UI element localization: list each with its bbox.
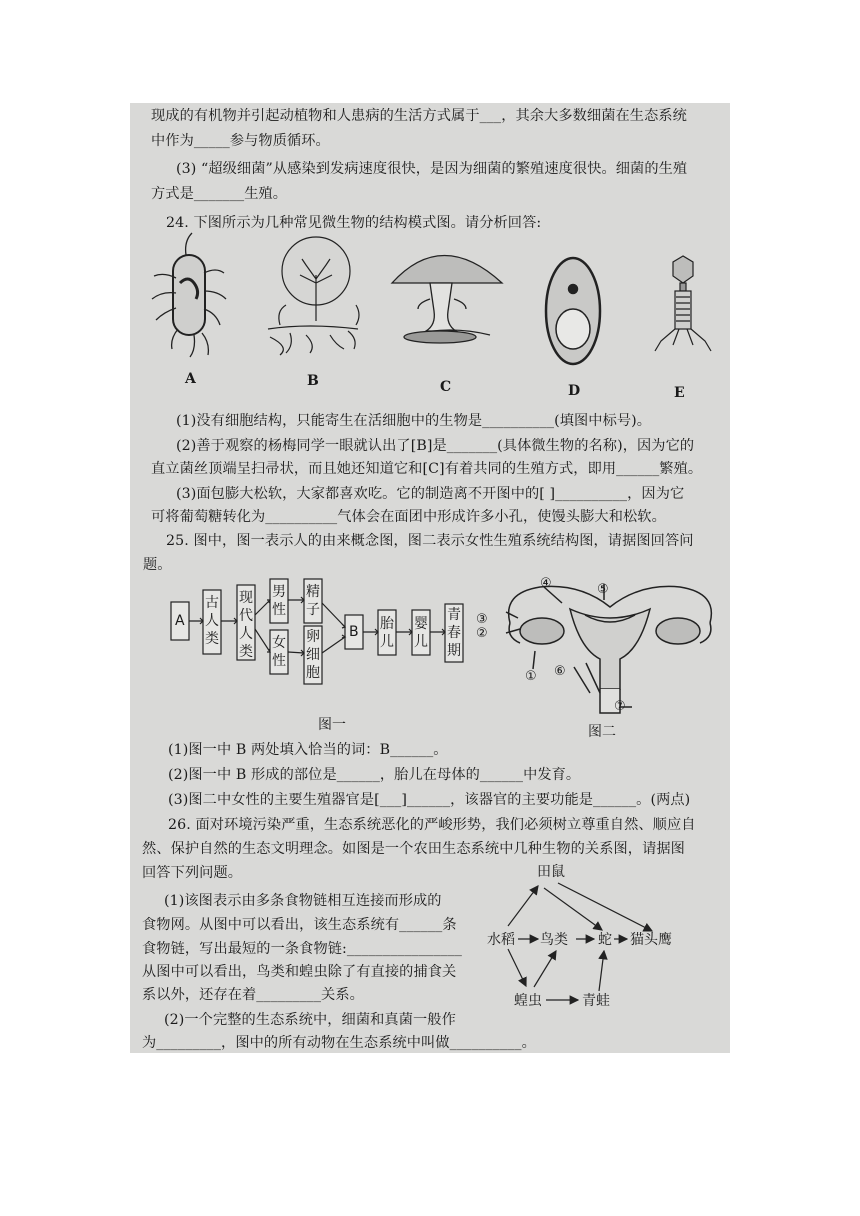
text-line: 回答下列问题。: [142, 865, 243, 881]
concept-node-infant: 婴儿: [414, 616, 428, 650]
text-line: 食物链，写出最短的一条食物链:________________: [142, 941, 463, 957]
microbe-label-d: D: [568, 383, 581, 399]
food-web-owl: 猫头鹰: [630, 932, 672, 948]
food-web-snake: 蛇: [598, 932, 612, 948]
text-line: 现成的有机物并引起动植物和人患病的生活方式属于___，其余大多数细菌在生态系统: [151, 108, 687, 124]
text-line: 从图中可以看出，鸟类和蝗虫除了有直接的捕食关: [142, 964, 457, 980]
microbe-label-b: B: [307, 373, 319, 389]
question-26-title: 26. 面对环境污染严重，生态系统恶化的严峻形势，我们必须树立尊重自然、顺应自: [168, 817, 696, 833]
text-line: 方式是_______生殖。: [151, 186, 288, 202]
food-web-birds: 鸟类: [540, 932, 568, 948]
scanned-exam-page: [130, 103, 730, 1053]
marker-6: ⑥: [554, 664, 566, 679]
microbe-label-e: E: [674, 385, 685, 401]
microbe-label-c: C: [440, 379, 452, 395]
text-line: (2)一个完整的生态系统中，细菌和真菌一般作: [164, 1012, 456, 1028]
food-web-arrows: [130, 103, 730, 1053]
marker-4: ④: [540, 576, 552, 591]
concept-node-male: 男性: [272, 584, 286, 618]
marker-2: ②: [476, 626, 488, 641]
text-line: 题。: [143, 557, 172, 573]
question-25-title: 25. 图中，图一表示人的由来概念图，图二表示女性生殖系统结构图，请据图回答问: [166, 533, 694, 549]
concept-node-ancient-humans: 古人类: [205, 595, 219, 647]
concept-node-b: B: [349, 624, 359, 640]
text-line: (2)善于观察的杨梅同学一眼就认出了[B]是_______(具体微生物的名称)，因为它的: [176, 438, 695, 454]
marker-3: ③: [476, 612, 488, 627]
concept-node-female: 女性: [272, 635, 286, 669]
concept-node-sperm: 精子: [306, 584, 320, 618]
text-line: 然、保护自然的生态文明理念。如图是一个农田生态系统中几种生物的关系图，请据图: [142, 841, 685, 857]
microbe-label-a: A: [185, 371, 196, 387]
food-web-frog: 青蛙: [582, 993, 610, 1009]
text-line: (3)图二中女性的主要生殖器官是[___]______，该器官的主要功能是______。(两点): [168, 792, 691, 808]
text-line: 为_________，图中的所有动物在生态系统中叫做__________。: [142, 1035, 536, 1051]
text-line: (1)该图表示由多条食物链相互连接而形成的: [164, 893, 442, 909]
text-line: (1)没有细胞结构，只能寄生在活细胞中的生物是__________(填图中标号)。: [176, 413, 652, 429]
concept-node-egg: 卵细胞: [306, 629, 320, 681]
fig2-caption: 图二: [588, 724, 616, 740]
text-line: (3)面包膨大松软，大家都喜欢吃。它的制造离不开图中的[ ]__________，因为它: [176, 486, 685, 502]
concept-node-fetus: 胎儿: [380, 616, 394, 650]
concept-node-adolescence: 青春期: [447, 607, 461, 659]
text-line: 中作为_____参与物质循环。: [151, 133, 330, 149]
food-web-locust: 蝗虫: [514, 993, 542, 1009]
text-line: 可将葡萄糖转化为__________气体会在面团中形成许多小孔，使馒头膨大和松软。: [151, 509, 666, 525]
food-web-field-mouse: 田鼠: [537, 864, 565, 880]
concept-node-modern-humans: 现代人类: [239, 590, 253, 660]
text-line: (1)图一中 B 两处填入恰当的词：B______。: [168, 742, 448, 758]
marker-5: ⑤: [597, 582, 609, 597]
marker-7: ⑦: [614, 699, 626, 714]
concept-node-a: A: [175, 613, 185, 629]
text-line: 直立菌丝顶端呈扫帚状，而且她还知道它和[C]有着共同的生殖方式，即用______繁殖。: [151, 461, 703, 477]
fig1-caption: 图一: [318, 717, 346, 733]
marker-1: ①: [525, 669, 537, 684]
text-line: 食物网。从图中可以看出，该生态系统有______条: [142, 917, 457, 933]
food-web-rice: 水稻: [487, 932, 515, 948]
text-line: (2)图一中 B 形成的部位是______，胎儿在母体的______中发育。: [168, 767, 581, 783]
question-24-title: 24. 下图所示为几种常见微生物的结构模式图。请分析回答:: [166, 215, 542, 231]
text-line: (3) “超级细菌”从感染到发病速度很快，是因为细菌的繁殖速度很快。细菌的生殖: [176, 161, 688, 177]
text-line: 系以外，还存在着_________关系。: [142, 987, 364, 1003]
